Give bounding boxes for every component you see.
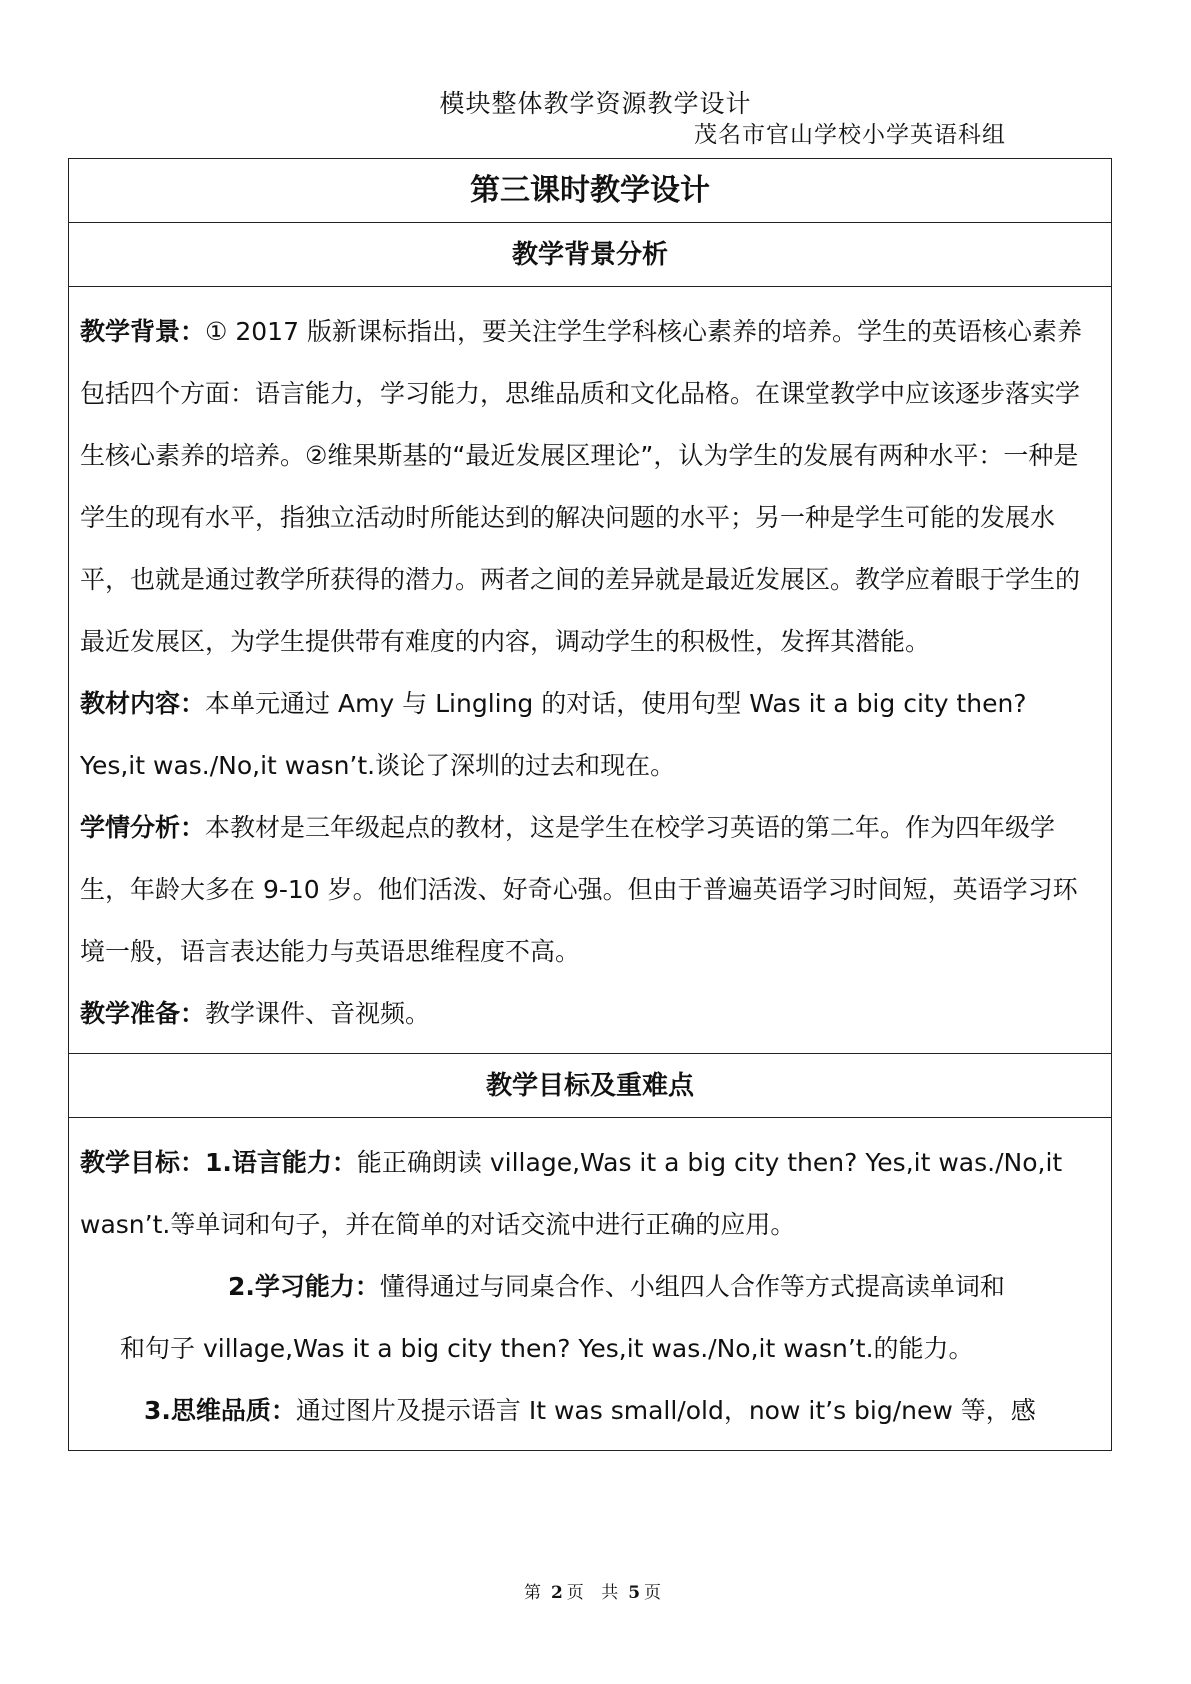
goal-1-label: 1.语言能力： [205,1148,357,1177]
background-section [69,287,1111,1054]
goal-2-line-1 [80,1256,1101,1318]
goals-label: 教学目标： [80,1148,206,1177]
content-paragraph [80,673,1101,735]
analysis-text: 本教材是三年级起点的教材，这是学生在校学习英语的第二年。作为四年级学生，年龄大多在 9-10 岁。他们活泼、好奇心强。但由于普遍英语学习时间短，英语学习环境一般，语言表达能力与英语思维程度不高。 [80,813,1078,966]
analysis-label: 学情分析： [80,813,206,842]
content-label: 教材内容： [80,689,206,718]
lesson-title: 第三课时教学设计 [69,159,1111,223]
goal-2-label: 2.学习能力： [228,1272,380,1301]
document-title: 模块整体教学资源教学设计 [439,89,752,118]
page-footer [0,1578,1191,1603]
lesson-plan-table [68,158,1112,1451]
goal-3-label: 3.思维品质： [144,1396,296,1425]
goal-1-line-2: wasn’t.等单词和句子，并在简单的对话交流中进行正确的应用。 [80,1210,796,1239]
background-paragraph [80,301,1101,673]
content-line-1: 本单元通过 Amy 与 Lingling 的对话，使用句型 Was it a big city then? [205,689,1027,718]
footer-page-number: 2 [550,1583,563,1603]
footer-middle: 页 共 [566,1583,625,1603]
preparation-label: 教学准备： [80,999,206,1028]
analysis-paragraph [80,797,1101,983]
goal-1-line-1 [80,1132,1101,1194]
goal-3-line-1 [80,1380,1101,1442]
section-heading-background: 教学背景分析 [69,223,1111,287]
goal-2-text: 懂得通过与同桌合作、小组四人合作等方式提高读单词和 [379,1272,1005,1301]
footer-suffix: 页 [644,1583,668,1603]
content-line-2: Yes,it was./No,it wasn’t.谈论了深圳的过去和现在。 [80,751,676,780]
background-text: ① 2017 版新课标指出，要关注学生学科核心素养的培养。学生的英语核心素养包括四个方面：语言能力，学习能力，思维品质和文化品格。在课堂教学中应该逐步落实学生核心素养的培养。②维果斯基的“最近发展区理论”，认为学生的发展有两种水平：一种是学生的现有水平，指独立活动时所能达到的解决问题的水平；另一种是学生可能的发展水平，也就是通过教学所获得的潜力。两者之间的差异就是最近发展区。教学应着眼于学生的最近发展区，为学生提供带有难度的内容，调动学生的积极性，发挥其潜能。 [80,317,1082,656]
goal-2-line-2: 和句子 village,Was it a big city then? Yes,it was./No,it wasn’t.的能力。 [120,1334,974,1363]
preparation-text: 教学课件、音视频。 [205,999,431,1028]
background-label: 教学背景： [80,317,206,346]
goal-3-text: 通过图片及提示语言 It was small/old，now it’s big/new 等，感 [295,1396,1036,1425]
goals-section [69,1118,1111,1450]
section-heading-goals: 教学目标及重难点 [69,1054,1111,1118]
goal-1-text: 能正确朗读 village,Was it a big city then? Yes,it was./No,it [356,1148,1063,1177]
footer-prefix: 第 [523,1583,547,1603]
document-subtitle: 茂名市官山学校小学英语科组 [694,122,1006,148]
footer-total-pages: 5 [628,1583,641,1603]
preparation-paragraph [80,983,1101,1045]
